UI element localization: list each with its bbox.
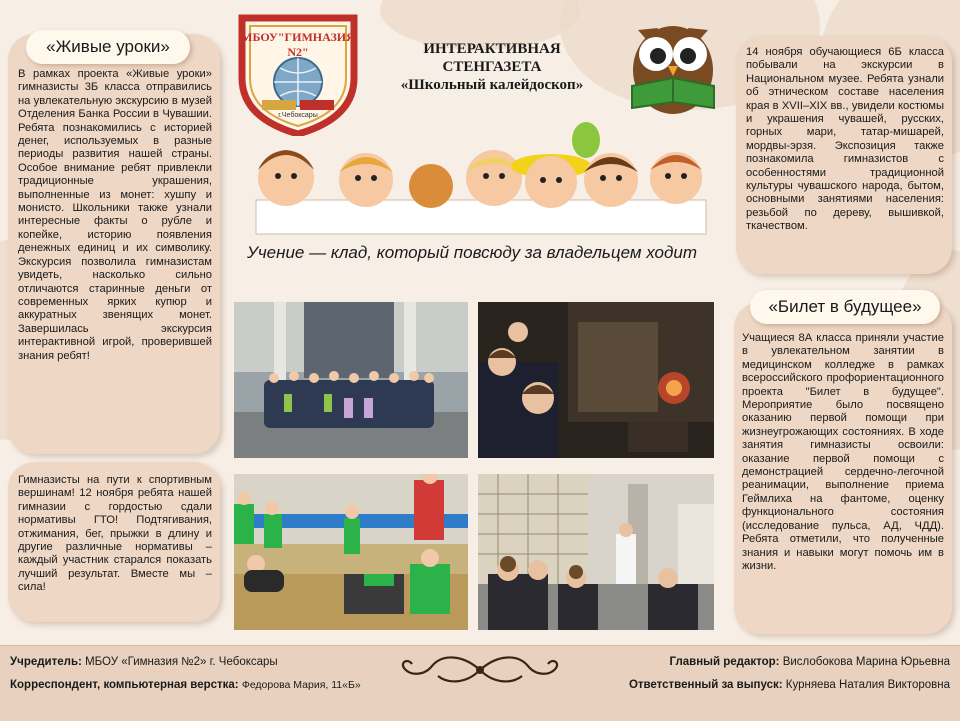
photo-bank-excursion <box>234 302 468 458</box>
photo-medical-college <box>478 474 714 630</box>
left-article-panel <box>8 34 220 454</box>
title-line-3: «Школьный калейдоскоп» <box>400 77 584 93</box>
footer-founder <box>10 656 278 668</box>
correspondent-label: Корреспондент, компьютерная верстка: <box>10 679 239 691</box>
museum-article-text: 14 ноября обучающиеся 6Б класса побывали на экскурсии в Национальном музее. Ребята узнали об этническом составе населения края в XVII–XIX вв., увидели костюмы и украшения чувашей, русских, горных мари, татар-мишарей, мордвы-эрзя. Экспозиция также познакомила гимназистов с особенностями традиционной культуры чувашского народа, бытом, основными занятиями населения: резьбой по дереву, вышивкой, ткачеством. <box>746 46 944 233</box>
correspondent-value: Федорова Мария, 11«Б» <box>241 679 361 691</box>
kids-banner-icon <box>226 122 726 240</box>
photo-gto-sport <box>234 474 468 630</box>
title-line-1: ИНТЕРАКТИВНАЯ <box>423 41 561 57</box>
responsible-label: Ответственный за выпуск: <box>628 679 783 691</box>
future-article-title: «Билет в будущее» <box>750 290 940 324</box>
founder-value: МБОУ «Гимназия №2» г. Чебоксары <box>85 656 278 668</box>
footer-correspondent <box>10 679 361 691</box>
left-article-text: В рамках проекта «Живые уроки» гимназисты 3Б класса отправились на увлекательную экскурсию в музей Отделения Банка России в Чувашии. Ребята познакомились с историей денег, используемых в разные периоды развития нашей страны. Особое внимание ребят привлекли традиционные украшения, выполненные из монет: хушпу и монисто. Школьники также узнали интересные факты о рубле и копейке, историю появления денежных единиц и их символику. Экскурсия позволила гимназистам увидеть, насколько сильно отличаются старинные деньги от современных ярких купюр и аккуратных звенящих монет. Завершилась экскурсия интерактивной игрой, проверившей знания ребят! <box>18 68 212 362</box>
founder-label: Учредитель: <box>10 656 82 668</box>
photo-national-museum <box>478 302 714 458</box>
future-article-text: Учащиеся 8А класса приняли участие в увлекательном занятии в медицинском колледже в рамках всероссийского профориентационного проекта "Билет в будущее". Мероприятие было посвящено оказанию первой помощи при жизнеугрожающих состояниях. В ходе занятия гимназисты освоили: оказание первой помощи с демонстрацией сердечно-легочной реанимации, выполнение приема Геймлиха на фантоме, оценку функционального состояния (исследование пульса, АД, ЧДД). Ребята отметили, что полученные знания и навыки могут помочь им в жизни. <box>742 332 944 572</box>
editor-label: Главный редактор: <box>669 656 780 668</box>
title-line-2: СТЕНГАЗЕТА <box>442 59 542 75</box>
future-article-panel <box>734 302 952 634</box>
museum-article-panel <box>736 36 952 274</box>
sport-article-text: Гимназисты на пути к спортивным вершинам! 12 ноября ребята нашей гимназии с гордостью сдали нормативы ГТО! Подтягивания, отжимания, бег, прыжки в длину и другие различные нормативы – каждый участник старался показать лучший результат. Вместе мы – сила! <box>18 474 212 594</box>
footer <box>0 645 960 721</box>
motto: Учение — клад, который повсюду за владельцем ходит <box>246 243 697 262</box>
footer-responsible <box>629 679 950 691</box>
left-article-title: «Живые уроки» <box>26 30 190 64</box>
ornament-icon <box>392 652 568 688</box>
logo-name: МБОУ"ГИМНАЗИЯ N2" <box>241 30 355 59</box>
editor-value: Вислобокова Марина Юрьевна <box>782 656 950 668</box>
footer-editor <box>670 656 951 668</box>
sport-article-panel <box>8 462 220 622</box>
responsible-value: Курняева Наталия Викторовна <box>785 679 950 691</box>
owl-icon <box>618 8 728 118</box>
newspaper-title <box>368 40 616 94</box>
school-crest-icon <box>232 8 364 136</box>
logo-city: г.Чебоксары <box>278 112 318 119</box>
